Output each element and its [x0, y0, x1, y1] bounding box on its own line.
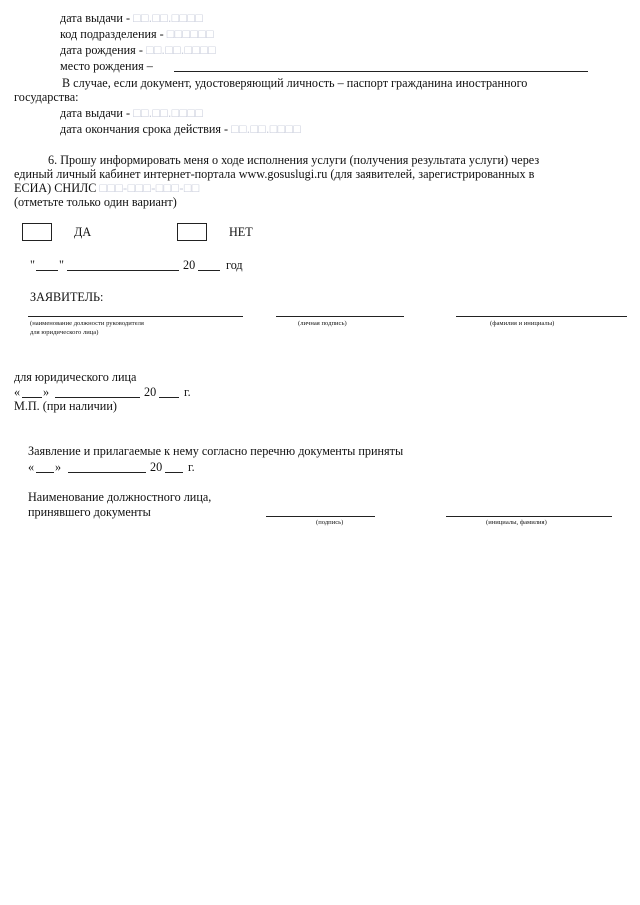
- applicant-position-field[interactable]: [28, 316, 243, 317]
- official-signature-field[interactable]: [266, 516, 375, 517]
- official-caption-name: (инициалы, фамилия): [486, 519, 547, 526]
- accepted-date-month-field[interactable]: [68, 472, 146, 473]
- applicant-name-field[interactable]: [456, 316, 627, 317]
- issue-date-label: дата выдачи -: [60, 11, 131, 25]
- division-code-label: код подразделения -: [60, 27, 164, 41]
- applicant-label: ЗАЯВИТЕЛЬ:: [30, 290, 104, 304]
- legal-date-day-field[interactable]: [22, 397, 42, 398]
- accepted-date-close: »: [55, 460, 62, 474]
- expiry-date-cells[interactable]: □□.□□.□□□□: [231, 122, 302, 136]
- snils-cells[interactable]: □□□-□□□-□□□-□□: [99, 181, 200, 195]
- date-year-field[interactable]: [198, 270, 220, 271]
- foreign-passport-text: В случае, если документ, удостоверяющий личность – паспорт гражданина иностранного: [62, 76, 528, 90]
- date-quote-open: ": [30, 258, 35, 272]
- division-code-row: [60, 27, 214, 41]
- accepted-date-day-field[interactable]: [36, 472, 54, 473]
- expiry-date-label: дата окончания срока действия -: [60, 122, 229, 136]
- date-month-field[interactable]: [67, 270, 179, 271]
- date-year-prefix: 20: [183, 258, 196, 272]
- single-choice-note: (отметьте только один вариант): [14, 195, 177, 209]
- accepted-text: Заявление и прилагаемые к нему согласно перечню документы приняты: [28, 444, 404, 458]
- legal-date-open: «: [14, 385, 21, 399]
- applicant-signature-field[interactable]: [276, 316, 404, 317]
- birth-date-cells[interactable]: □□.□□.□□□□: [145, 43, 216, 57]
- official-label-2: принявшего документы: [28, 505, 151, 519]
- official-name-field[interactable]: [446, 516, 612, 517]
- foreign-passport-text-2: государства:: [14, 90, 79, 104]
- no-checkbox[interactable]: [177, 223, 207, 241]
- date-day-field[interactable]: [36, 270, 58, 271]
- item6-line1: 6. Прошу информировать меня о ходе исполнения услуги (получения результата услуги) через: [48, 153, 540, 167]
- accepted-year-prefix: 20: [150, 460, 163, 474]
- legal-date-close: »: [43, 385, 50, 399]
- snils-label: ЕСИА) СНИЛС: [14, 181, 97, 195]
- birth-date-label: дата рождения -: [60, 43, 143, 57]
- legal-entity-label: для юридического лица: [14, 370, 137, 384]
- yes-checkbox[interactable]: [22, 223, 52, 241]
- legal-date-month-field[interactable]: [55, 397, 140, 398]
- item6-line2: единый личный кабинет интернет-портала www.gosuslugi.ru (для заявителей, зарегистрированных в: [14, 167, 535, 181]
- birth-place-label: место рождения –: [60, 59, 153, 73]
- no-label: НЕТ: [229, 225, 253, 239]
- division-code-cells[interactable]: □□□□□□: [166, 27, 214, 41]
- date-year-suffix: год: [226, 258, 243, 272]
- foreign-issue-date-row: [60, 106, 203, 120]
- item6-line3: [14, 181, 200, 195]
- accepted-year-suffix: г.: [188, 460, 195, 474]
- legal-date-year-field[interactable]: [159, 397, 179, 398]
- birth-place-field[interactable]: [174, 71, 588, 72]
- issue-date-row: [60, 11, 203, 25]
- caption-position-2: для юридического лица): [30, 329, 99, 336]
- issue-date-cells[interactable]: □□.□□.□□□□: [133, 11, 204, 25]
- official-caption-signature: (подпись): [316, 519, 344, 526]
- caption-name: (фамилия и инициалы): [490, 320, 555, 327]
- foreign-issue-date-label: дата выдачи -: [60, 106, 131, 120]
- caption-position: (наименование должности руководителя: [30, 320, 144, 327]
- stamp-label: М.П. (при наличии): [14, 399, 117, 413]
- official-label-1: Наименование должностного лица,: [28, 490, 212, 504]
- caption-signature: (личная подпись): [298, 320, 347, 327]
- date-quote-close: ": [59, 258, 64, 272]
- accepted-date-year-field[interactable]: [165, 472, 183, 473]
- legal-year-suffix: г.: [184, 385, 191, 399]
- foreign-issue-date-cells[interactable]: □□.□□.□□□□: [133, 106, 204, 120]
- birth-date-row: [60, 43, 216, 57]
- yes-label: ДА: [74, 225, 92, 239]
- legal-year-prefix: 20: [144, 385, 157, 399]
- accepted-date-open: «: [28, 460, 35, 474]
- expiry-date-row: [60, 122, 301, 136]
